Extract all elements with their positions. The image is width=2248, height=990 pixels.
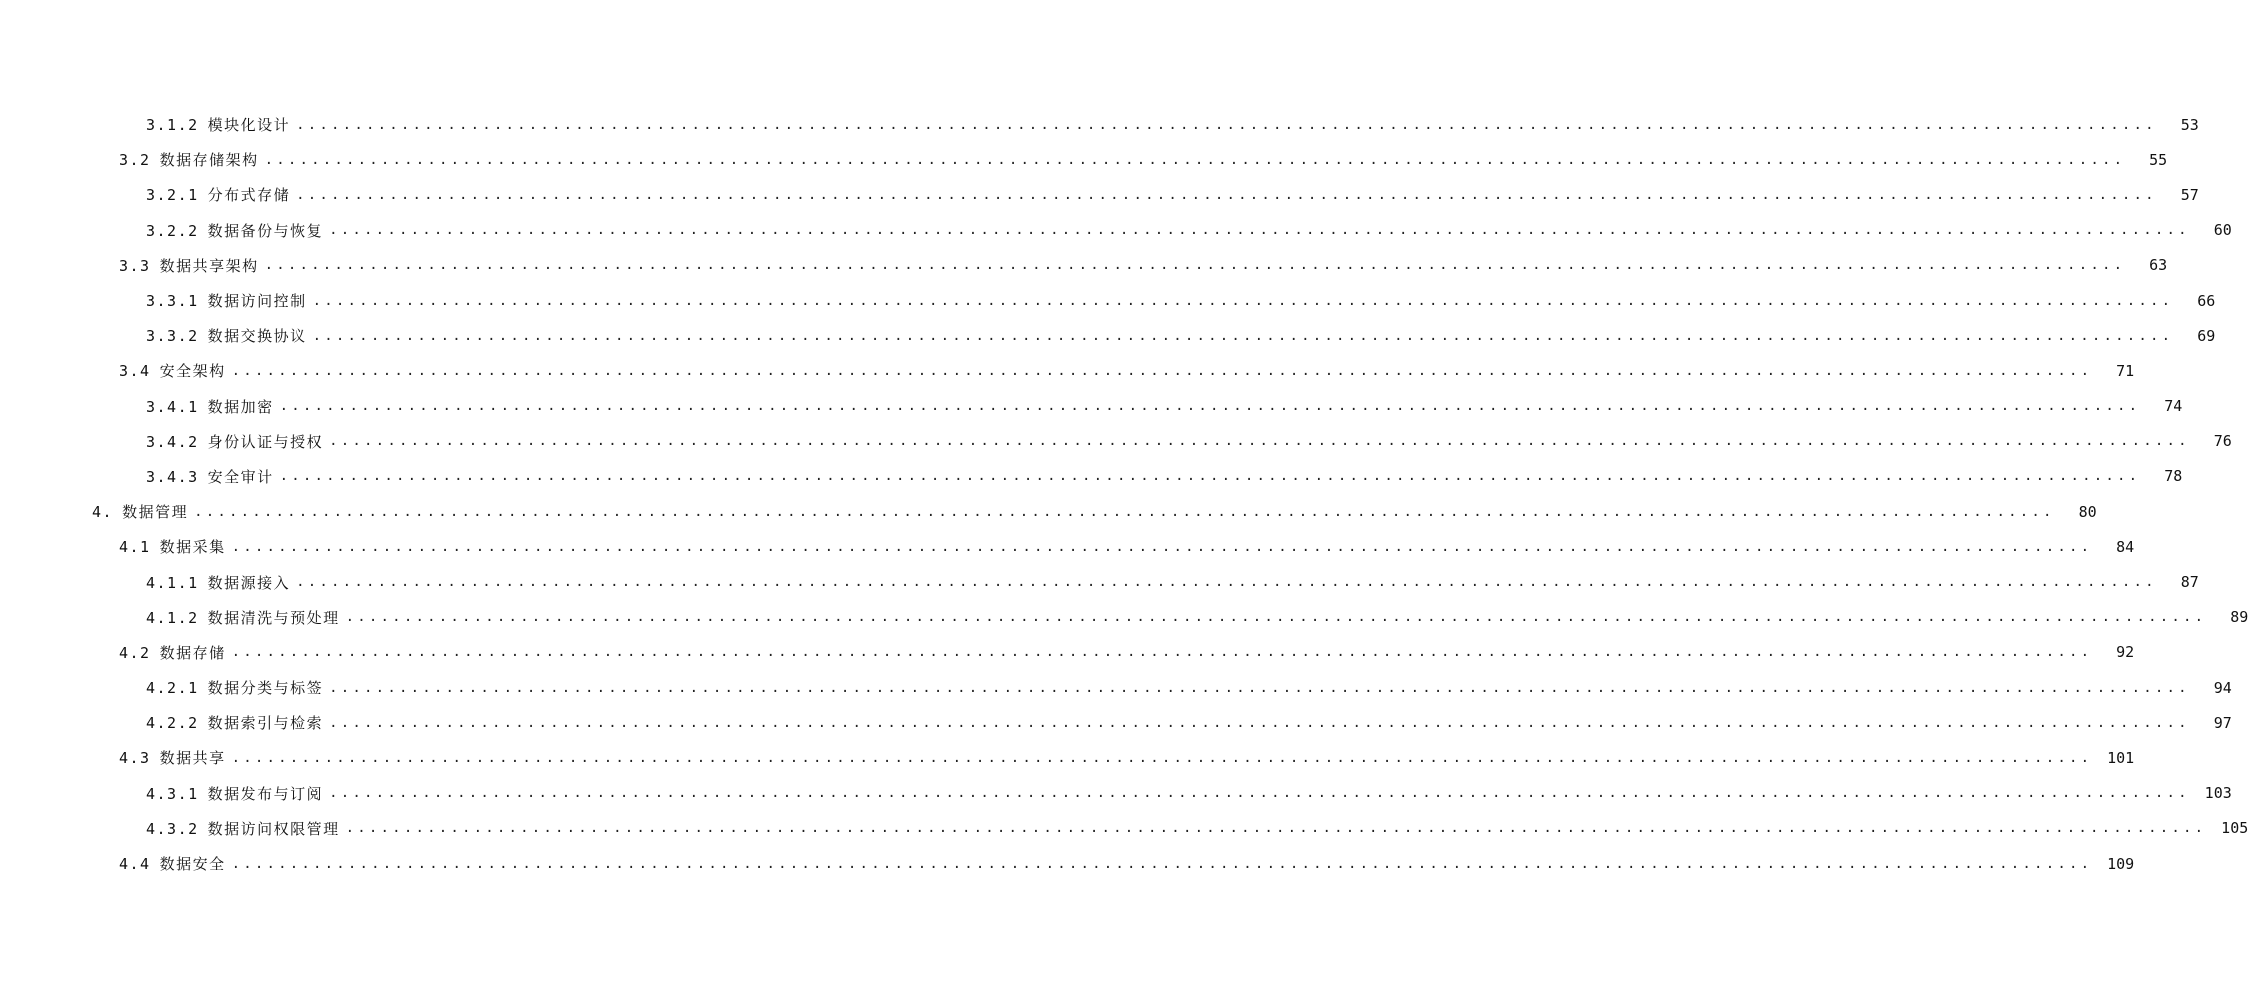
toc-entry-page: 60 (2213, 221, 2232, 240)
toc-entry-label (146, 184, 290, 205)
toc-dot-leader: ................................................................................................................................................................ (329, 785, 2190, 802)
toc-entry-label (146, 396, 274, 417)
toc-dot-leader: ................................................................................................................................................................ (296, 116, 2157, 133)
toc-dot-leader: ................................................................................................................................................................ (264, 257, 2126, 274)
toc-entry-number: 3.1.2 (146, 116, 199, 135)
toc-entry[interactable] (0, 142, 2168, 177)
toc-entry-number: 3.3.1 (146, 292, 199, 311)
toc-entry-title: 数据访问控制 (207, 292, 307, 311)
toc-entry-title: 数据安全 (159, 855, 226, 874)
toc-dot-leader: ................................................................................................................................................................ (329, 679, 2190, 696)
toc-entry-label (146, 114, 290, 135)
toc-entry-label (146, 712, 323, 733)
toc-entry-label (92, 501, 188, 522)
toc-entry-page: 69 (2197, 326, 2216, 345)
toc-entry[interactable] (0, 776, 2232, 811)
toc-entry[interactable] (0, 248, 2168, 283)
toc-entry-page: 101 (2107, 748, 2135, 767)
toc-entry[interactable] (0, 283, 2216, 318)
toc-entry-page: 92 (2116, 643, 2135, 662)
toc-entry[interactable] (0, 811, 2248, 846)
toc-entry[interactable] (0, 213, 2232, 248)
toc-entry-number: 3.4 (119, 362, 151, 381)
toc-entry-title: 数据存储架构 (159, 151, 259, 170)
toc-entry-number: 3.2.2 (146, 221, 199, 240)
toc-entry-label (146, 431, 323, 452)
toc-entry[interactable] (0, 670, 2232, 705)
toc-entry-title: 身份认证与授权 (207, 432, 324, 451)
toc-entry-number: 4. (92, 503, 114, 522)
toc-entry-label (146, 572, 290, 593)
toc-dot-leader: ................................................................................................................................................................ (231, 362, 2093, 379)
toc-entry-page: 105 (2221, 819, 2248, 838)
toc-dot-leader: ................................................................................................................................................................ (231, 538, 2093, 555)
toc-entry-page: 76 (2213, 432, 2232, 451)
toc-dot-leader: ................................................................................................................................................................ (231, 644, 2093, 661)
toc-dot-leader: ................................................................................................................................................................ (279, 398, 2141, 415)
toc-entry-title: 数据发布与订阅 (207, 784, 324, 803)
toc-entry-title: 数据管理 (122, 503, 189, 522)
toc-entry-label (146, 466, 274, 487)
toc-entry-title: 安全架构 (159, 362, 226, 381)
toc-entry-number: 3.4.3 (146, 467, 199, 486)
toc-entry-title: 安全审计 (207, 467, 274, 486)
toc-entry-label (119, 255, 259, 276)
toc-entry[interactable] (0, 318, 2216, 353)
toc-entry-number: 4.4 (119, 855, 151, 874)
toc-entry-number: 4.1.2 (146, 608, 199, 627)
toc-entry-label (119, 747, 226, 768)
toc-entry-number: 4.2.1 (146, 679, 199, 698)
toc-entry-number: 3.3 (119, 256, 151, 275)
toc-entry-title: 数据源接入 (207, 573, 291, 592)
toc-entry-label (146, 325, 307, 346)
toc-entry-page: 66 (2197, 291, 2216, 310)
toc-entry-number: 3.3.2 (146, 327, 199, 346)
toc-entry[interactable] (0, 564, 2199, 599)
toc-entry-label (146, 607, 340, 628)
toc-entry-title: 数据共享架构 (159, 256, 259, 275)
toc-dot-leader: ................................................................................................................................................................ (264, 151, 2126, 168)
toc-entry-title: 模块化设计 (207, 116, 291, 135)
toc-entry[interactable] (0, 600, 2248, 635)
toc-entry-label (146, 783, 323, 804)
toc-entry-page: 84 (2116, 537, 2135, 556)
toc-entry-page: 71 (2116, 361, 2135, 380)
toc-dot-leader: ................................................................................................................................................................ (231, 855, 2093, 872)
toc-entry-title: 数据清洗与预处理 (207, 608, 340, 627)
toc-entry-page: 63 (2149, 256, 2168, 275)
toc-entry-number: 3.4.2 (146, 432, 199, 451)
toc-entry-label (146, 220, 323, 241)
toc-entry[interactable] (0, 740, 2135, 775)
toc-dot-leader: ................................................................................................................................................................ (329, 433, 2190, 450)
toc-entry-title: 数据采集 (159, 538, 226, 557)
toc-entry-label (119, 642, 226, 663)
toc-entry-page: 109 (2107, 854, 2135, 873)
toc-entry-label (119, 536, 226, 557)
toc-entry-title: 数据访问权限管理 (207, 819, 340, 838)
toc-entry-number: 4.3.2 (146, 819, 199, 838)
toc-entry[interactable] (0, 177, 2199, 212)
toc-dot-leader: ................................................................................................................................................................ (296, 574, 2157, 591)
toc-dot-leader: ................................................................................................................................................................ (312, 327, 2174, 344)
toc-entry-label (146, 677, 323, 698)
toc-entry-title: 分布式存储 (207, 186, 291, 205)
toc-entry-page: 80 (2078, 502, 2097, 521)
toc-entry-number: 3.2 (119, 151, 151, 170)
toc-entry-number: 4.1 (119, 538, 151, 557)
toc-entry[interactable] (0, 846, 2135, 881)
toc-entry-title: 数据存储 (159, 643, 226, 662)
table-of-contents (0, 107, 2248, 881)
toc-entry-number: 4.3 (119, 749, 151, 768)
toc-entry[interactable] (0, 353, 2135, 388)
toc-entry-page: 89 (2230, 608, 2248, 627)
toc-entry-label (146, 290, 307, 311)
toc-entry-page: 78 (2164, 467, 2183, 486)
toc-dot-leader: ................................................................................................................................................................ (279, 468, 2141, 485)
toc-entry-page: 97 (2213, 713, 2232, 732)
toc-dot-leader: ................................................................................................................................................................ (312, 292, 2174, 309)
toc-entry[interactable] (0, 107, 2199, 142)
toc-dot-leader: ................................................................................................................................................................ (329, 222, 2190, 239)
toc-entry-title: 数据加密 (207, 397, 274, 416)
toc-entry[interactable] (0, 459, 2183, 494)
toc-entry-title: 数据索引与检索 (207, 714, 324, 733)
toc-dot-leader: ................................................................................................................................................................ (345, 820, 2207, 837)
toc-dot-leader: ................................................................................................................................................................ (329, 714, 2190, 731)
toc-dot-leader: ................................................................................................................................................................ (296, 186, 2157, 203)
toc-entry[interactable] (0, 494, 2097, 529)
toc-entry-title: 数据分类与标签 (207, 679, 324, 698)
toc-entry-number: 4.2.2 (146, 714, 199, 733)
toc-entry-number: 3.4.1 (146, 397, 199, 416)
toc-entry-number: 4.2 (119, 643, 151, 662)
toc-entry[interactable] (0, 705, 2232, 740)
toc-entry-label (119, 149, 259, 170)
toc-entry-page: 57 (2180, 185, 2199, 204)
toc-dot-leader: ................................................................................................................................................................ (194, 503, 2055, 520)
toc-entry-number: 4.1.1 (146, 573, 199, 592)
toc-dot-leader: ................................................................................................................................................................ (345, 609, 2207, 626)
toc-entry[interactable] (0, 389, 2183, 424)
toc-entry[interactable] (0, 424, 2232, 459)
toc-entry-number: 3.2.1 (146, 186, 199, 205)
toc-entry-label (146, 818, 340, 839)
toc-entry-label (119, 853, 226, 874)
toc-entry-title: 数据备份与恢复 (207, 221, 324, 240)
toc-entry-page: 87 (2180, 573, 2199, 592)
toc-entry-page: 103 (2204, 784, 2232, 803)
toc-dot-leader: ................................................................................................................................................................ (231, 749, 2093, 766)
toc-entry-page: 74 (2164, 397, 2183, 416)
toc-entry[interactable] (0, 635, 2135, 670)
toc-entry-page: 94 (2213, 678, 2232, 697)
toc-entry-title: 数据交换协议 (207, 327, 307, 346)
toc-entry-label (119, 360, 226, 381)
toc-entry[interactable] (0, 529, 2135, 564)
toc-entry-number: 4.3.1 (146, 784, 199, 803)
toc-entry-title: 数据共享 (159, 749, 226, 768)
toc-entry-page: 55 (2149, 150, 2168, 169)
toc-entry-page: 53 (2180, 115, 2199, 134)
